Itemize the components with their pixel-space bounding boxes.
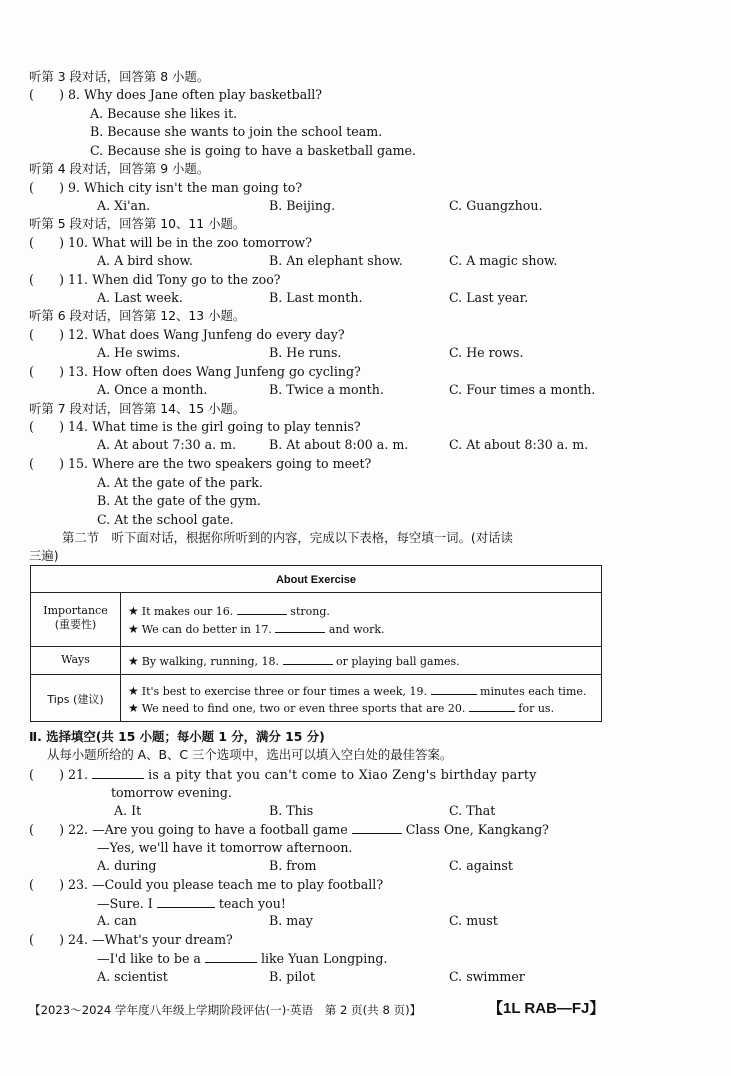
answer-paren[interactable]: ( ) (29, 235, 65, 250)
star-icon: ★ (128, 604, 139, 618)
option-a: A. Last week. (97, 290, 183, 305)
answer-paren[interactable]: ( ) (29, 822, 65, 837)
option-c: C. He rows. (449, 345, 524, 360)
option-c: C. Because she is going to have a basketball game. (90, 143, 416, 158)
option-b: B. Because she wants to join the school team. (90, 124, 383, 139)
answer-paren[interactable]: ( ) (29, 272, 65, 287)
question-24-reply: —I'd like to be a like Yuan Longping. (97, 951, 388, 966)
star-icon: ★ (128, 701, 139, 715)
question-13 (29, 365, 361, 379)
question-22-reply: —Yes, we'll have it tomorrow afternoon. (97, 840, 353, 855)
blank-23[interactable] (157, 896, 215, 908)
option-b: B. Twice a month. (269, 382, 384, 397)
question-stem: 15. Where are the two speakers going to meet? (68, 456, 372, 471)
row-label-importance: Importance (重要性) (43, 604, 108, 632)
part-instruction: 第二节 听下面对话，根据你所听到的内容，完成以下表格，每空填一词。(对话读 (62, 530, 513, 545)
question-23-reply: —Sure. I teach you! (97, 896, 286, 911)
option-b: B. At about 8:00 a. m. (269, 437, 409, 452)
star-icon: ★ (128, 654, 139, 668)
option-b: B. Last month. (269, 290, 363, 305)
page-footer: 【2023～2024 学年度八年级上学期阶段评估(一)·英语 第 2 页(共 8 页)】 (29, 1003, 422, 1017)
option-a: A. At about 7:30 a. m. (97, 437, 237, 452)
option-c: C. Last year. (449, 290, 529, 305)
answer-paren[interactable]: ( ) (29, 327, 65, 342)
option-c: C. Guangzhou. (449, 198, 543, 213)
answer-paren[interactable]: ( ) (29, 456, 65, 471)
question-15 (29, 457, 371, 471)
table-line-19: ★ It's best to exercise three or four times a week, 19. minutes each time. (128, 684, 587, 698)
row-label-tips: Tips (建议) (47, 693, 104, 706)
answer-paren[interactable]: ( ) (29, 180, 65, 195)
question-stem: 10. What will be in the zoo tomorrow? (68, 235, 312, 250)
option-c: C. At about 8:30 a. m. (449, 437, 589, 452)
option-c: C. That (449, 803, 496, 818)
section-heading: 听第 3 段对话，回答第 8 小题。 (29, 69, 210, 84)
option-a: A. Xi'an. (97, 198, 151, 213)
answer-paren[interactable]: ( ) (29, 364, 65, 379)
part-ii-instruction: 从每小题所给的 A、B、C 三个选项中，选出可以填入空白处的最佳答案。 (47, 747, 453, 762)
section-heading: 听第 6 段对话，回答第 12、13 小题。 (29, 308, 246, 323)
question-stem: 11. When did Tony go to the zoo? (68, 272, 281, 287)
blank-21[interactable] (92, 767, 144, 779)
answer-paren[interactable]: ( ) (29, 932, 65, 947)
option-c: C. A magic show. (449, 253, 558, 268)
question-stem: 8. Why does Jane often play basketball? (68, 87, 323, 102)
question-10 (29, 236, 312, 250)
option-b: B. pilot (269, 969, 316, 984)
question-23: ( ) 23. —Could you please teach me to play football? (29, 877, 384, 892)
table-line-17: ★ We can do better in 17. and work. (128, 622, 385, 636)
option-b: B. from (269, 858, 317, 873)
option-a: A. At the gate of the park. (97, 475, 263, 490)
blank-24[interactable] (205, 951, 257, 963)
paper-code: 【1L RAB—FJ】 (488, 1000, 605, 1017)
table-line-20: ★ We need to find one, two or even three sports that are 20. for us. (128, 701, 555, 715)
option-b: B. This (269, 803, 314, 818)
blank-19[interactable] (431, 683, 477, 695)
blank-20[interactable] (469, 700, 515, 712)
option-a: A. He swims. (97, 345, 181, 360)
question-22: ( ) 22. —Are you going to have a football game Class One, Kangkang? (29, 822, 549, 837)
question-8 (29, 88, 322, 102)
answer-paren[interactable]: ( ) (29, 87, 65, 102)
question-21-cont: tomorrow evening. (111, 785, 232, 800)
option-b: B. An elephant show. (269, 253, 403, 268)
option-a: A. Because she likes it. (90, 106, 238, 121)
option-a: A. during (97, 858, 157, 873)
question-12 (29, 328, 345, 342)
blank-16[interactable] (237, 603, 287, 615)
option-a: A. Once a month. (97, 382, 208, 397)
answer-paren[interactable]: ( ) (29, 767, 65, 782)
section-heading: 听第 7 段对话，回答第 14、15 小题。 (29, 401, 246, 416)
question-11 (29, 273, 281, 287)
option-c: C. Four times a month. (449, 382, 596, 397)
option-a: A. scientist (97, 969, 168, 984)
section-heading: 听第 5 段对话，回答第 10、11 小题。 (29, 216, 246, 231)
blank-18[interactable] (283, 653, 333, 665)
option-c: C. must (449, 913, 498, 928)
option-b: B. may (269, 913, 313, 928)
section-heading: 听第 4 段对话，回答第 9 小题。 (29, 161, 210, 176)
question-9 (29, 181, 302, 195)
row-label-ways: Ways (61, 653, 90, 666)
option-a: A. can (97, 913, 137, 928)
question-stem: 12. What does Wang Junfeng do every day? (68, 327, 345, 342)
question-24: ( ) 24. —What's your dream? (29, 932, 233, 947)
option-a: A. It (114, 803, 142, 818)
option-a: A. A bird show. (97, 253, 193, 268)
exercise-table (30, 565, 602, 722)
option-c: C. against (449, 858, 513, 873)
answer-paren[interactable]: ( ) (29, 877, 65, 892)
question-stem: 13. How often does Wang Junfeng go cycling? (68, 364, 361, 379)
part-ii-heading: Ⅱ. 选择填空(共 15 小题；每小题 1 分，满分 15 分) (29, 729, 325, 744)
question-21: ( ) 21. is a pity that you can't come to Xiao Zeng's birthday party (29, 767, 537, 782)
question-stem: 9. Which city isn't the man going to? (68, 180, 303, 195)
option-c: C. At the school gate. (97, 512, 234, 527)
table-line-16: ★ It makes our 16. strong. (128, 604, 330, 618)
question-stem: 14. What time is the girl going to play tennis? (68, 419, 361, 434)
question-14 (29, 420, 361, 434)
table-line-18: ★ By walking, running, 18. or playing ball games. (128, 654, 460, 668)
part-instruction-cont: 三遍) (29, 548, 59, 563)
star-icon: ★ (128, 684, 139, 698)
option-b: B. He runs. (269, 345, 342, 360)
star-icon: ★ (128, 622, 139, 636)
option-b: B. Beijing. (269, 198, 336, 213)
blank-17[interactable] (275, 621, 325, 633)
answer-paren[interactable]: ( ) (29, 419, 65, 434)
option-c: C. swimmer (449, 969, 525, 984)
table-title: About Exercise (275, 574, 357, 586)
blank-22[interactable] (352, 822, 402, 834)
option-b: B. At the gate of the gym. (97, 493, 261, 508)
